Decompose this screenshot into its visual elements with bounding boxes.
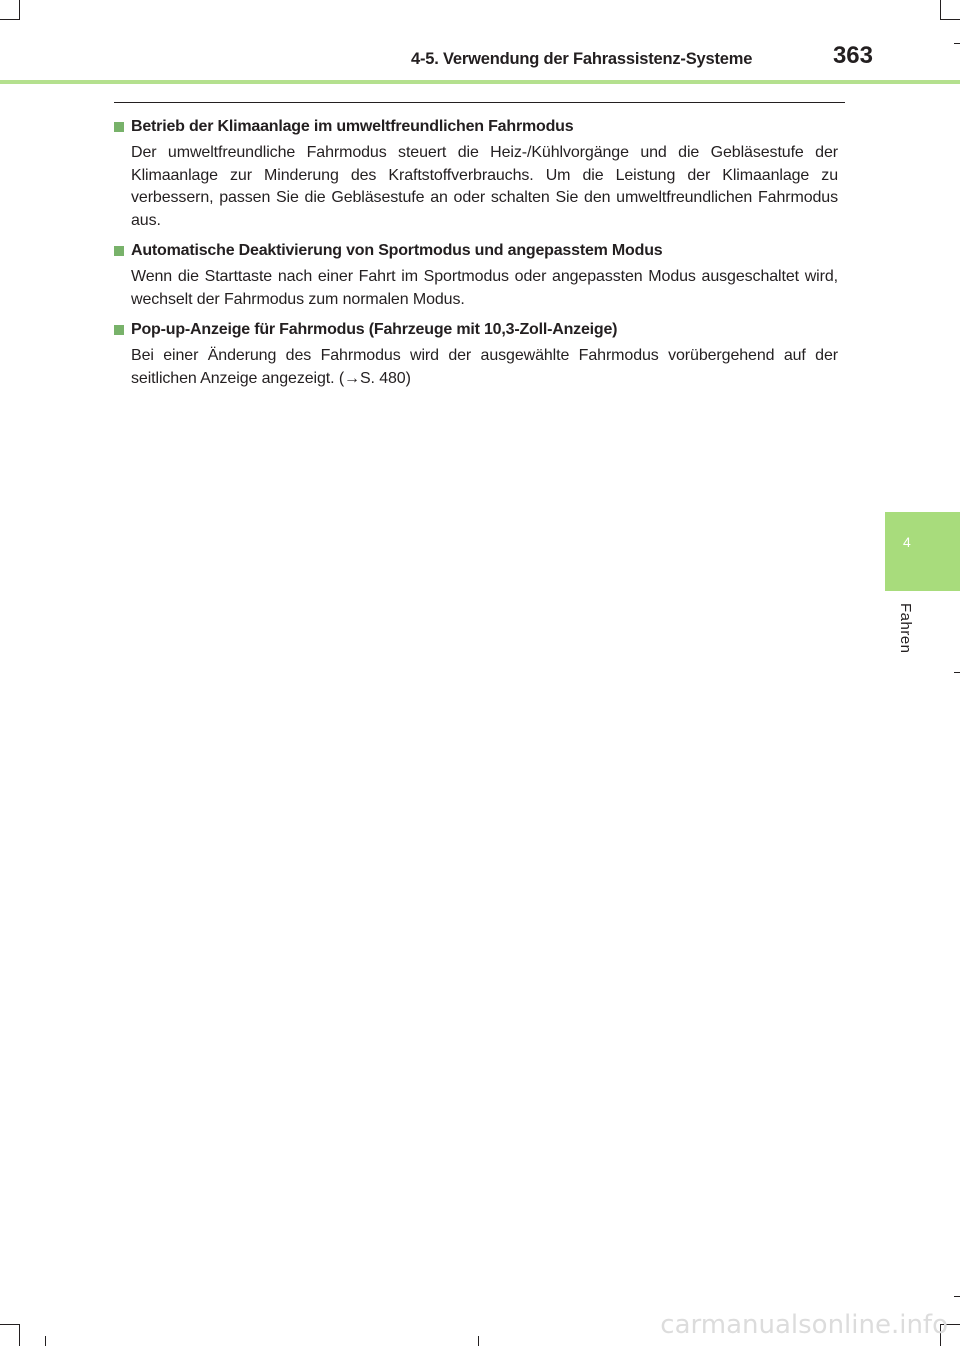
header-rule [0, 80, 960, 84]
section-header-title: 4-5. Verwendung der Fahrassistenz-Systeme [411, 50, 753, 68]
section-eco-climate [114, 116, 838, 232]
chapter-label: Fahren [897, 603, 914, 654]
square-bullet-icon [114, 325, 124, 335]
crop-mark [0, 19, 20, 20]
crop-mark [478, 1336, 479, 1346]
square-bullet-icon [114, 122, 124, 132]
crop-mark [954, 43, 960, 44]
crop-mark [0, 1324, 20, 1325]
page-number: 363 [832, 42, 873, 69]
section-heading-text: Betrieb der Klimaanlage im umweltfreundlichen Fahrmodus [131, 118, 574, 135]
content-rule [114, 102, 845, 103]
section-auto-deactivation [114, 240, 838, 311]
section-body: Wenn die Starttaste nach einer Fahrt im Sportmodus oder angepassten Modus ausgeschaltet wird, wechselt der Fahrmodus zum normalen Modus. [131, 268, 838, 308]
section-popup-display [114, 319, 838, 390]
watermark: carmanualsonline.info [660, 1310, 948, 1340]
section-heading-text: Automatische Deaktivierung von Sportmodus und angepasstem Modus [131, 242, 663, 259]
section-heading-text: Pop-up-Anzeige für Fahrmodus (Fahrzeuge mit 10,3-Zoll-Anzeige) [131, 321, 618, 338]
section-body: Der umweltfreundliche Fahrmodus steuert die Heiz-/Kühlvorgänge und die Gebläsestufe der Klimaanlage zur Minderung des Kraftstoffverbrauchs. Um die Leistung der Klimaanlage zu verbessern, passen Sie die Gebläsestufe an oder schalten Sie den umweltfreundlichen Fahrmodus aus. [131, 144, 838, 229]
section-heading [114, 319, 838, 341]
crop-mark [954, 672, 960, 673]
crop-mark [940, 0, 941, 20]
section-heading [114, 116, 838, 138]
chapter-number: 4 [903, 534, 911, 550]
chapter-tab [885, 512, 960, 591]
crop-mark [45, 1336, 46, 1346]
crop-mark [19, 0, 20, 20]
main-content [114, 116, 838, 398]
section-body: Bei einer Änderung des Fahrmodus wird der ausgewählte Fahrmodus vorübergehend auf der seitlichen Anzeige angezeigt. (→S. 480) [131, 347, 838, 387]
square-bullet-icon [114, 246, 124, 256]
section-heading [114, 240, 838, 262]
crop-mark [940, 19, 960, 20]
crop-mark [954, 1296, 960, 1297]
crop-mark [19, 1324, 20, 1346]
